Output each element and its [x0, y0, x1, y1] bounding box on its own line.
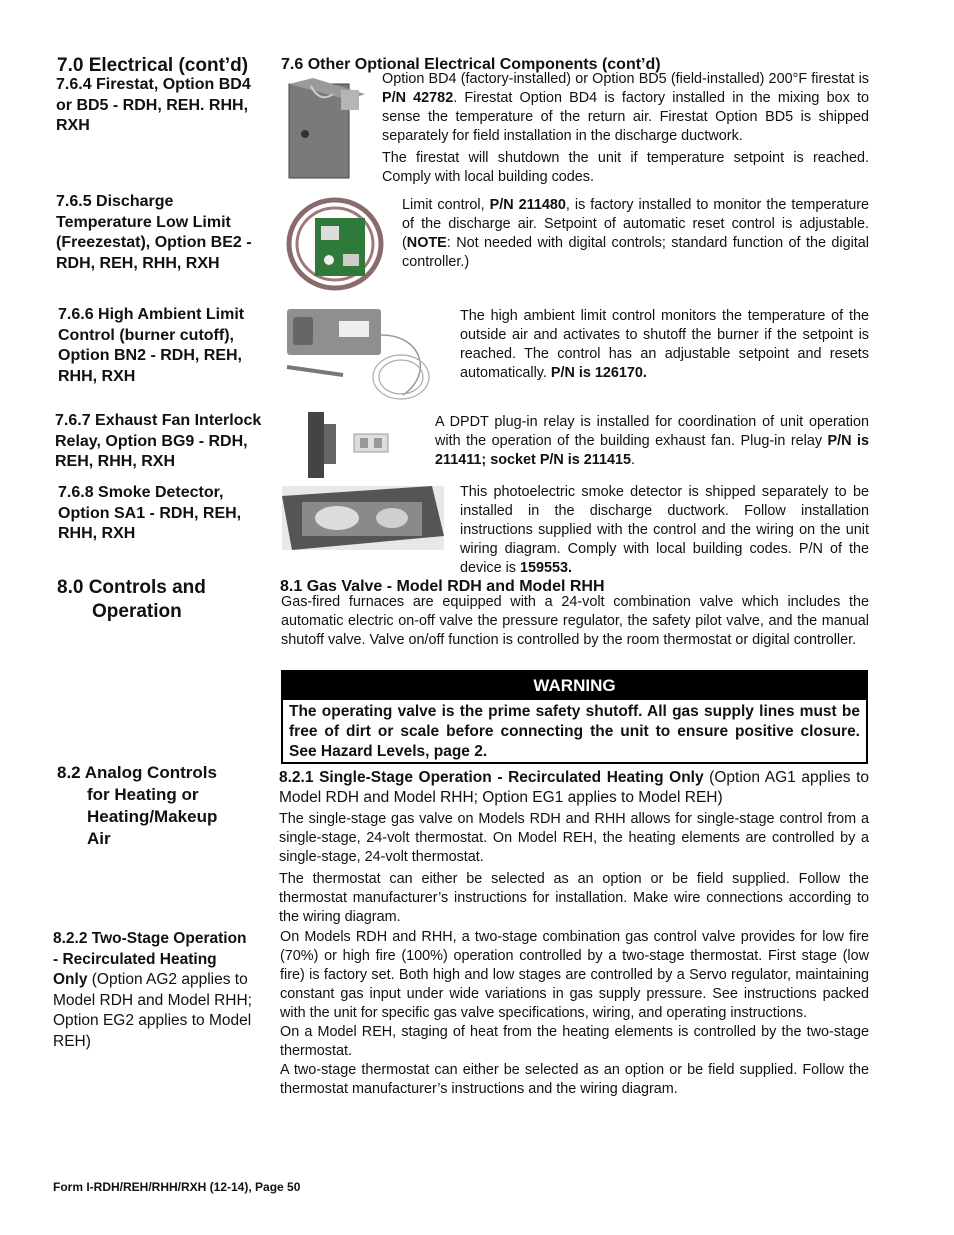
smoke-detector-heading: 7.6.8 Smoke Detector, Option SA1 - RDH, REH, RHH, RXH — [58, 484, 242, 542]
gas-valve-text: Gas-fired furnaces are equipped with a 24-volt combination valve which includes the automatic electric on-off valve the pressure regulator, the safety pilot valve, and the manual shutoff valve. Valve on/off function is controlled by the room thermostat or digital controller. — [281, 594, 869, 648]
single-stage-heading: 8.2.1 Single-Stage Operation - Recirculated Heating Only (Option AG1 applies to Model RDH and Model RHH; Option EG1 applies to Model REH) — [279, 769, 869, 806]
freezestat-photo — [285, 196, 386, 293]
smoke-detector-text: This photoelectric smoke detector is shipped separately to be installed in the discharge ductwork. Follow installation instructions supplied with the control and the wiring on the unit wiring diagram. Comply with local building codes. P/N of the device is 159553. — [460, 484, 869, 576]
gas-valve-heading: 8.1 Gas Valve - Model RDH and Model RHH — [280, 578, 605, 595]
freezestat-heading: 7.6.5 Discharge Temperature Low Limit (Freezestat), Option BE2 - RDH, REH, RHH, RXH — [56, 193, 252, 272]
controls-heading-2: Operation — [92, 601, 182, 622]
analog-controls-heading: 8.2 Analog Controls for Heating or Heating/Makeup Air — [57, 763, 218, 848]
firestat-heading: 7.6.4 Firestat, Option BD4 or BD5 - RDH, REH. RHH, RXH — [56, 76, 251, 134]
single-stage-text: The single-stage gas valve on Models RDH and RHH allows for single-stage control from a single-stage, 24-volt thermostat. On Model REH, the heating elements are controlled by a single-stage, 24-volt thermostat. The thermostat can either be selected as an option or be field supplied. Follow the thermostat manufacturer’s instructions for installation. Make wire connections according to the wiring diagram. — [279, 811, 869, 925]
controls-heading: 8.0 Controls and — [57, 577, 206, 598]
relay-text: A DPDT plug-in relay is installed for coordination of unit operation with the operation of the building exhaust fan. Plug-in relay P/N is 211411; socket P/N is 211415. — [435, 414, 869, 468]
firestat-photo — [283, 78, 365, 182]
high-ambient-text: The high ambient limit control monitors the temperature of the outside air and activates to shutoff the burner if the setpoint is reached. The control has an adjustable setpoint and resets automatically. P/N is 126170. — [460, 308, 869, 381]
section-title: 7.0 Electrical (cont’d) — [57, 55, 249, 76]
high-ambient-photo — [283, 305, 439, 407]
subsection-title: 7.6 Other Optional Electrical Components (cont’d) — [281, 56, 661, 73]
warning-box — [281, 670, 868, 764]
warning-label: WARNING — [283, 672, 866, 700]
relay-photo — [300, 410, 400, 480]
two-stage-heading: 8.2.2 Two-Stage Operation - Recirculated Heating Only (Option AG2 applies to Model RDH and Model RHH; Option EG2 applies to Model REH) — [53, 930, 252, 1050]
firestat-text: Option BD4 (factory-installed) or Option BD5 (field-installed) 200°F firestat is P/N 42782. Firestat Option BD4 is factory installed in the mixing box to sense the temperature of the return air. Firestat Option BD5 is shipped separately for field installation in the discharge ductwork. The firestat will shutdown the unit if temperature setpoint is reached. Comply with local building codes. — [382, 71, 869, 185]
relay-heading: 7.6.7 Exhaust Fan Interlock Relay, Option BG9 - RDH, REH, RHH, RXH — [55, 412, 262, 470]
warning-text: The operating valve is the prime safety shutoff. All gas supply lines must be free of dirt or scale before connecting the unit to ensure positive closure. See Hazard Levels, page 2. — [289, 703, 860, 760]
freezestat-text: Limit control, P/N 211480, is factory installed to monitor the temperature of the discharge air. Setpoint of automatic reset control is adjustable. (NOTE: Not needed with digital controls; standard function of the digital controller.) — [402, 197, 869, 270]
smoke-detector-photo — [282, 486, 444, 550]
two-stage-text: On Models RDH and RHH, a two-stage combination gas control valve provides for low fire (70%) or high fire (100%) operation controlled by a two-stage thermostat. First stage (low fire) is factory set. Both high and low stages are controlled by a Servo regulator, maintaining constant gas input under wide variations in gas supply pressure. See instructions packed with the unit for specific gas valve specifications, wiring, and operating instructions. On a Model REH, staging of heat from the heating elements is controlled by the two-stage thermostat. A two-stage thermostat can either be selected as an option or be field supplied. Follow the thermostat manufacturer’s instructions and the wiring diagram. — [280, 929, 869, 1097]
high-ambient-heading: 7.6.6 High Ambient Limit Control (burner cutoff), Option BN2 - RDH, REH, RHH, RXH — [58, 306, 245, 385]
page-footer: Form I-RDH/REH/RHH/RXH (12-14), Page 50 — [53, 1180, 301, 1194]
